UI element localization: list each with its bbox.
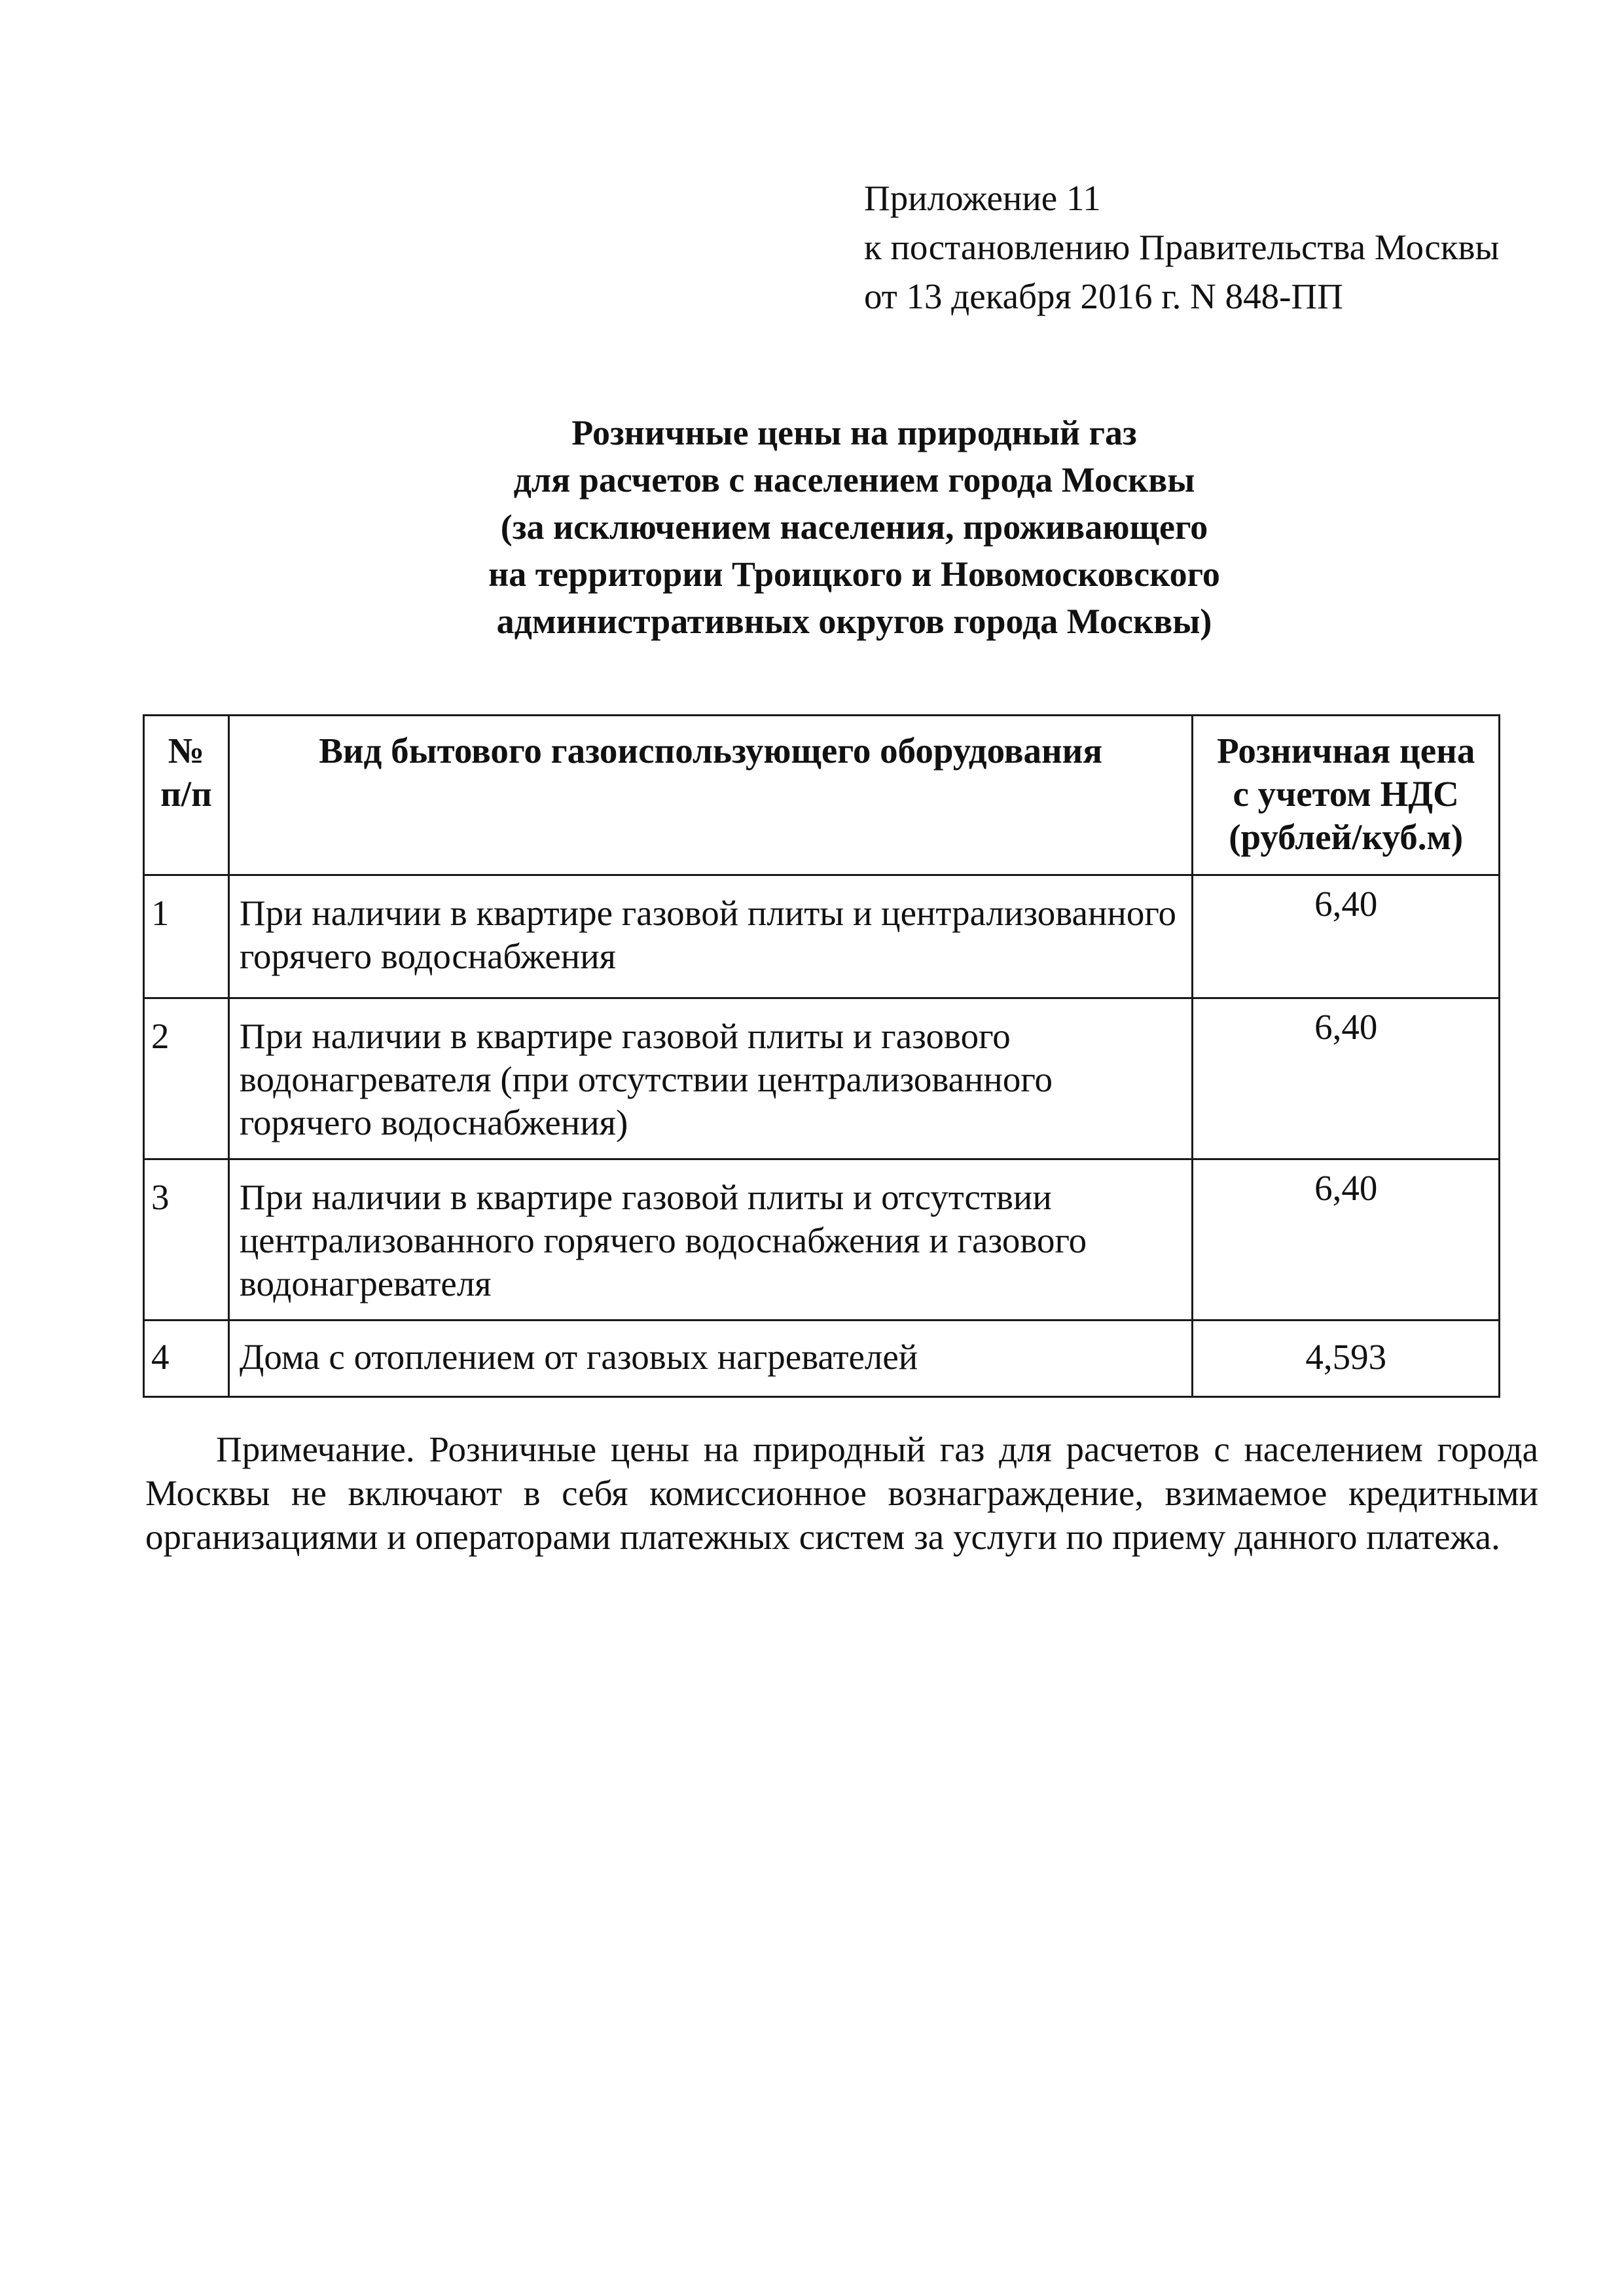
header-number-pp: п/п <box>160 774 212 814</box>
appendix-date: от 13 декабря 2016 г. N 848-ПП <box>864 276 1343 316</box>
row-description: Дома с отоплением от газовых нагревателей <box>228 1321 1193 1397</box>
note-paragraph: Примечание. Розничные цены на природный газ для расчетов с населением города Москвы не включают в себя комиссионное вознаграждение, взимаемое кредитными организациями и операторами платежных систем за услуги по приему данного платежа. <box>145 1429 1538 1557</box>
title-line-1: Розничные цены на природный газ <box>571 413 1137 452</box>
header-equipment-type: Вид бытового газоиспользующего оборудования <box>228 716 1193 875</box>
header-price-line-2: с учетом НДС <box>1233 774 1459 814</box>
title-line-4: на территории Троицкого и Новомосковского <box>488 555 1220 594</box>
row-price: 4,593 <box>1193 1321 1500 1397</box>
header-number <box>144 716 229 875</box>
appendix-reference <box>864 173 1499 321</box>
row-price: 6,40 <box>1193 875 1500 998</box>
row-number: 4 <box>144 1321 229 1397</box>
header-number-sign: № <box>168 731 205 771</box>
row-number: 1 <box>144 875 229 998</box>
row-description: При наличии в квартире газовой плиты и отсутствии централизованного горячего водоснабжения и газового водонагревателя <box>228 1159 1193 1321</box>
row-number: 3 <box>144 1159 229 1321</box>
row-price: 6,40 <box>1193 998 1500 1159</box>
header-price-line-1: Розничная цена <box>1217 731 1475 771</box>
appendix-number: Приложение 11 <box>864 178 1101 218</box>
header-price-line-3: (рублей/куб.м) <box>1229 817 1464 857</box>
table-row <box>144 998 1500 1159</box>
row-description: При наличии в квартире газовой плиты и газового водонагревателя (при отсутствии централизованного горячего водоснабжения) <box>228 998 1193 1159</box>
document-title <box>164 409 1545 645</box>
table-row <box>144 875 1500 998</box>
table-row <box>144 1159 1500 1321</box>
title-line-3: (за исключением населения, проживающего <box>500 507 1208 547</box>
row-description: При наличии в квартире газовой плиты и централизованного горячего водоснабжения <box>228 875 1193 998</box>
header-retail-price <box>1193 716 1500 875</box>
table-header-row <box>144 716 1500 875</box>
title-line-5: административных округов города Москвы) <box>496 602 1212 641</box>
row-number: 2 <box>144 998 229 1159</box>
table-row <box>144 1321 1500 1397</box>
row-price: 6,40 <box>1193 1159 1500 1321</box>
title-line-2: для расчетов с населением города Москвы <box>513 460 1195 500</box>
appendix-resolution: к постановлению Правительства Москвы <box>864 227 1500 267</box>
price-table <box>143 714 1500 1398</box>
